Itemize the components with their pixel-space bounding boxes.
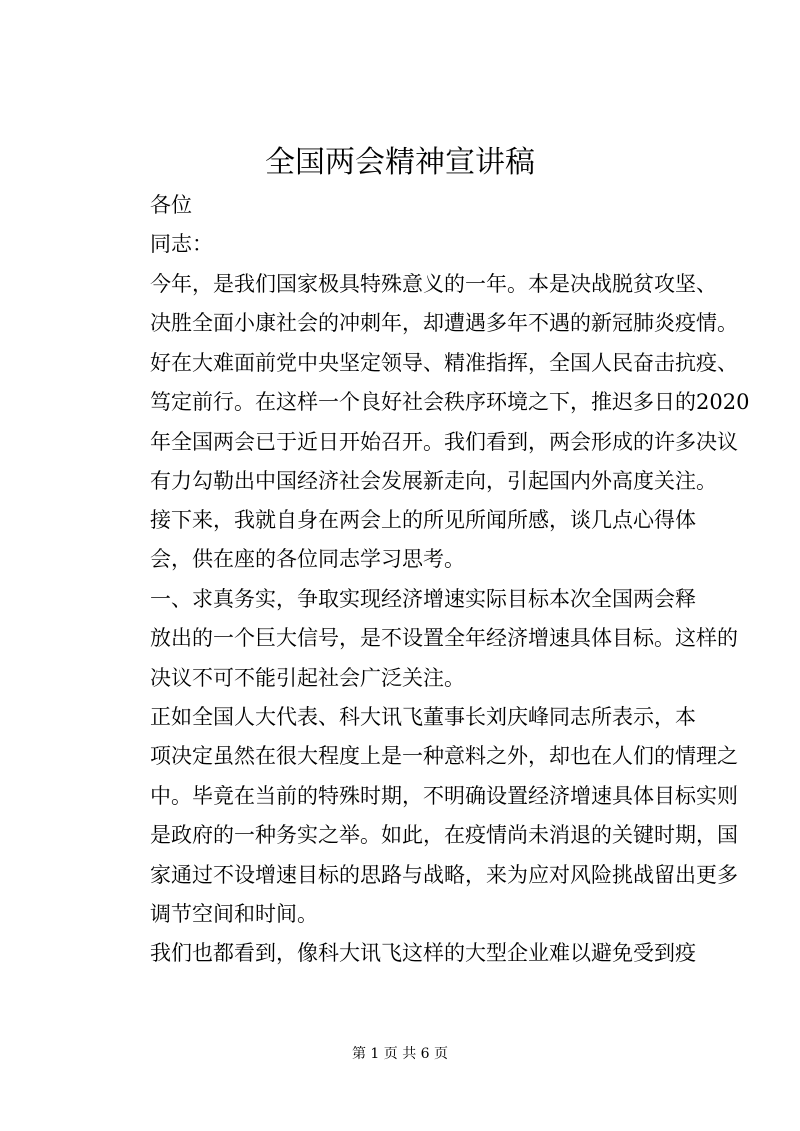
paragraph-line: 有力勾勒出中国经济社会发展新走向，引起国内外高度关注。 [150,469,717,494]
paragraph-2 [108,501,708,580]
paragraph-line: 项决定虽然在很大程度上是一种意料之外，却也在人们的情理之 [150,744,738,769]
paragraph-1 [108,265,750,501]
paragraph-line: 正如全国人大代表、科大讯飞董事长刘庆峰同志所表示，本 [150,705,696,729]
paragraph-line: 好在大难面前党中央坚定领导、精准指挥，全国人民奋击抗疫、 [150,350,738,375]
paragraph-line: 决胜全面小康社会的冲刺年，却遭遇多年不遇的新冠肺炎疫情。 [150,311,738,336]
paragraph-line: 放出的一个巨大信号，是不设置全年经济增速具体目标。这样的 [150,626,738,651]
paragraph-line: 是政府的一种务实之举。如此，在疫情尚未消退的关键时期，国 [150,823,738,848]
paragraph-line: 今年，是我们国家极具特殊意义的一年。本是决战脱贫攻坚、 [150,272,717,296]
document-title: 全国两会精神宣讲稿 [265,145,535,180]
paragraph-line: 会，供在座的各位同志学习思考。 [150,547,465,572]
paragraph-line: 我们也都看到，像科大讯飞这样的大型企业难以避免受到疫 [150,941,696,965]
paragraph-line: 接下来，我就自身在两会上的所见所闻所感，谈几点心得体 [150,508,696,532]
paragraph-line: 一、求真务实，争取实现经济增速实际目标本次全国两会释 [150,587,696,611]
paragraph-4 [108,698,738,934]
salutation-line-1: 各位 [150,193,192,217]
paragraph-line: 笃定前行。在这样一个良好社会秩序环境之下，推迟多日的2020 [150,390,750,415]
paragraph-line: 家通过不设增速目标的思路与战略，来为应对风险挑战留出更多 [150,862,738,887]
paragraph-line: 决议不可不能引起社会广泛关注。 [150,665,465,690]
paragraph-line: 调节空间和时间。 [150,902,318,927]
paragraph-3 [108,580,738,698]
paragraph-line: 年全国两会已于近日开始召开。我们看到，两会形成的许多决议 [150,429,738,454]
page-footer: 第 1 页 共 6 页 [351,1046,449,1062]
paragraph-line: 中。毕竟在当前的特殊时期，不明确设置经济增速具体目标实则 [150,783,738,808]
salutation-line-2: 同志： [150,232,213,256]
paragraph-5 [108,934,708,973]
